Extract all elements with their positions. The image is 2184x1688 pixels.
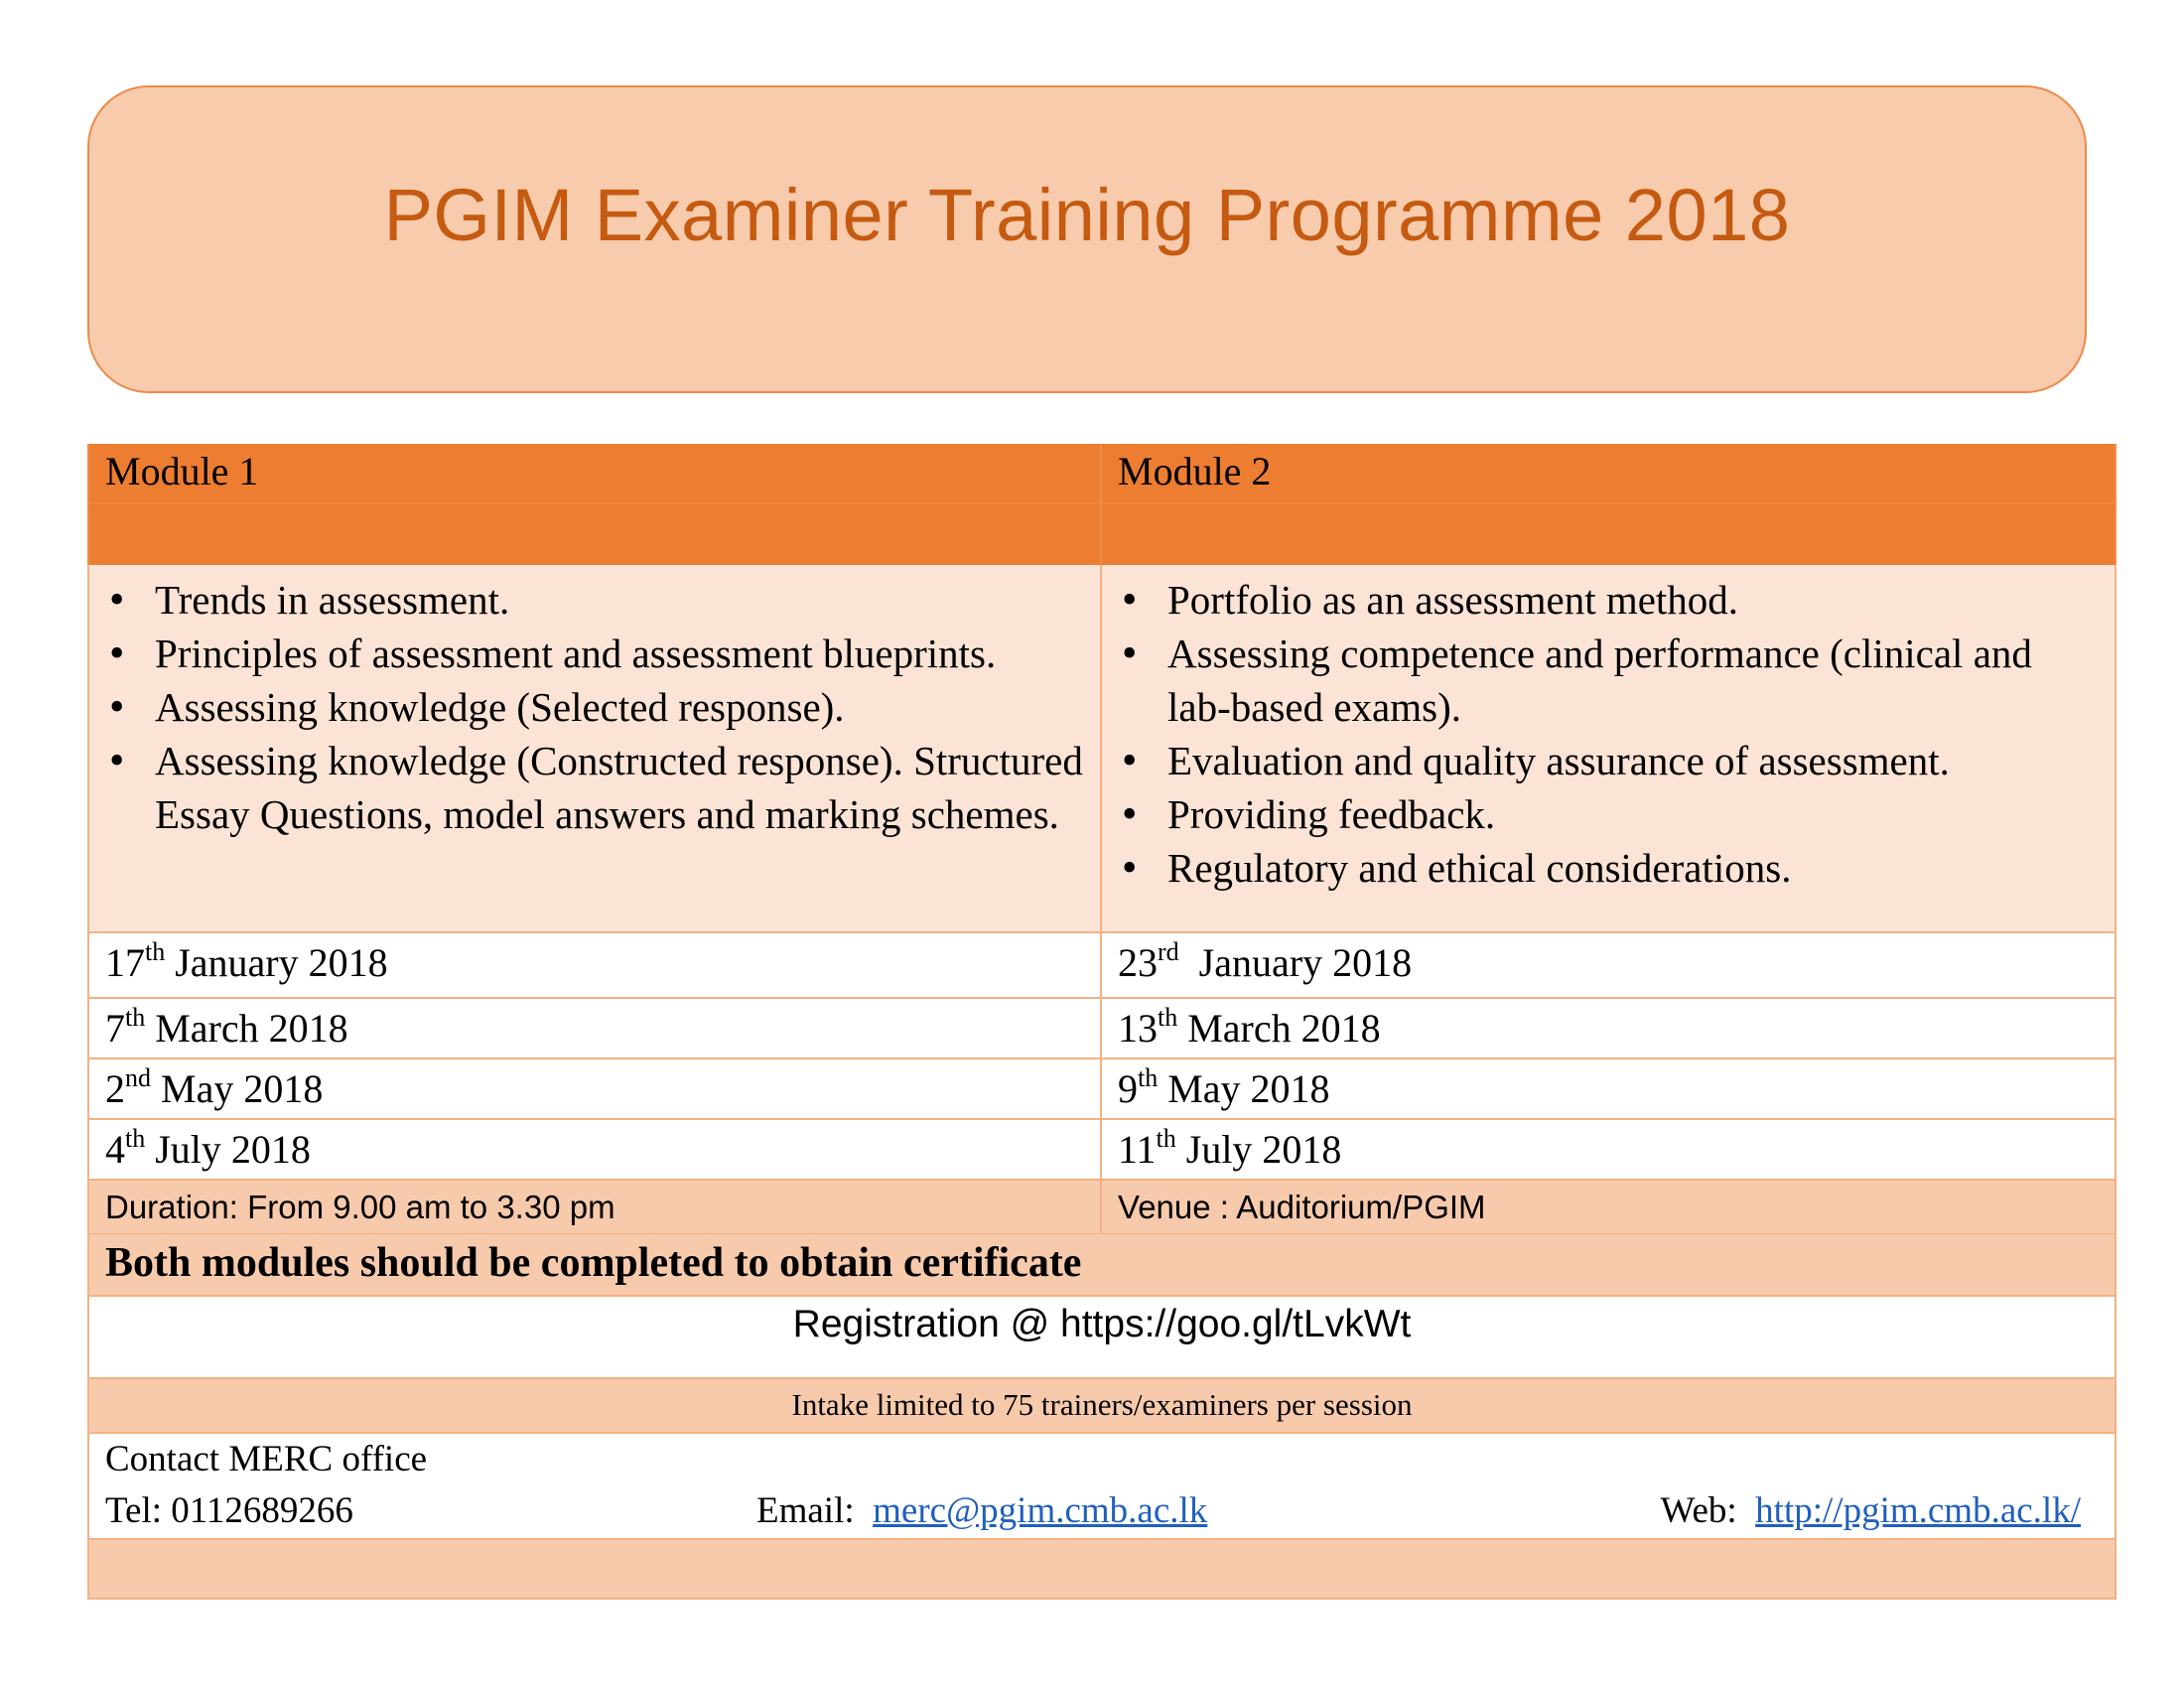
contact-cell bbox=[87, 1434, 2116, 1538]
list-item: • Providing feedback. bbox=[1118, 787, 2105, 841]
web-link[interactable]: http://pgim.cmb.ac.lk/ bbox=[1755, 1490, 2081, 1531]
module-1-title: Module 1 bbox=[105, 449, 259, 493]
email-link[interactable]: merc@pgim.cmb.ac.lk bbox=[873, 1490, 1208, 1531]
date-text: 17th January 2018 bbox=[105, 937, 388, 985]
module-1-topics bbox=[87, 565, 1102, 931]
date-text: 23rd January 2018 bbox=[1118, 937, 1413, 985]
venue-text: Venue : Auditorium/PGIM bbox=[1118, 1189, 1486, 1225]
module-2-header bbox=[1102, 444, 2116, 502]
logistics-row bbox=[87, 1181, 2116, 1234]
contact-web bbox=[1661, 1489, 2082, 1532]
web-label: Web: bbox=[1660, 1490, 1737, 1531]
list-item: • Assessing competence and performance (clinical and lab-based exams). bbox=[1118, 627, 2105, 734]
intake-cell bbox=[87, 1379, 2116, 1432]
module-2-title: Module 2 bbox=[1118, 449, 1272, 493]
duration-cell bbox=[87, 1181, 1102, 1233]
certificate-cell bbox=[87, 1234, 2116, 1295]
list-item: • Portfolio as an assessment method. bbox=[1118, 573, 2105, 627]
module-1-topic-list bbox=[105, 573, 1090, 841]
contact-email bbox=[756, 1489, 1207, 1532]
duration-text: Duration: From 9.00 am to 3.30 pm bbox=[105, 1189, 615, 1225]
intake-text: Intake limited to 75 trainers/examiners per session bbox=[791, 1387, 1413, 1422]
module-1-date bbox=[87, 999, 1102, 1057]
footer-band-cell bbox=[87, 1540, 2116, 1598]
intake-row bbox=[87, 1379, 2116, 1434]
module-1-date bbox=[87, 1059, 1102, 1118]
registration-text: Registration @ https://goo.gl/tLvkWt bbox=[792, 1303, 1412, 1345]
list-item: • Trends in assessment. bbox=[105, 573, 1090, 627]
registration-row bbox=[87, 1297, 2116, 1379]
module-2-topic-list bbox=[1118, 573, 2105, 895]
list-item: • Assessing knowledge (Selected response). bbox=[105, 680, 1090, 734]
module-2-date bbox=[1102, 1120, 2116, 1179]
topics-row bbox=[87, 565, 2116, 933]
registration-cell bbox=[87, 1297, 2116, 1377]
list-item: • Regulatory and ethical considerations. bbox=[1118, 841, 2105, 895]
list-item: • Evaluation and quality assurance of assessment. bbox=[1118, 734, 2105, 787]
contact-tel: Tel: 0112689266 bbox=[105, 1490, 353, 1531]
module-2-header-spacer bbox=[1102, 503, 2116, 565]
module-2-date bbox=[1102, 999, 2116, 1057]
module-1-date bbox=[87, 933, 1102, 997]
date-row bbox=[87, 1120, 2116, 1181]
module-1-header-spacer bbox=[87, 503, 1102, 565]
date-row bbox=[87, 999, 2116, 1059]
email-label: Email: bbox=[756, 1490, 855, 1531]
date-text: 7th March 2018 bbox=[105, 1003, 348, 1051]
date-text: 11th July 2018 bbox=[1118, 1124, 1342, 1172]
venue-cell bbox=[1102, 1181, 2116, 1233]
module-1-header bbox=[87, 444, 1102, 502]
list-item: • Assessing knowledge (Constructed response). Structured Essay Questions, model answers and marking schemes. bbox=[105, 734, 1090, 841]
date-text: 13th March 2018 bbox=[1118, 1003, 1381, 1051]
module-1-date bbox=[87, 1120, 1102, 1179]
title-banner bbox=[87, 85, 2087, 393]
contact-row bbox=[87, 1434, 2116, 1540]
date-text: 2nd May 2018 bbox=[105, 1063, 324, 1111]
date-row bbox=[87, 1059, 2116, 1120]
date-text: 4th July 2018 bbox=[105, 1124, 311, 1172]
certificate-row bbox=[87, 1234, 2116, 1297]
module-header-row bbox=[87, 444, 2116, 503]
footer-band-row bbox=[87, 1540, 2116, 1600]
date-row bbox=[87, 933, 2116, 999]
list-item: • Principles of assessment and assessment blueprints. bbox=[105, 627, 1090, 680]
module-2-date bbox=[1102, 1059, 2116, 1118]
page-title: PGIM Examiner Training Programme 2018 bbox=[383, 174, 1791, 256]
contact-heading: Contact MERC office bbox=[105, 1439, 428, 1479]
module-header-spacer-row bbox=[87, 503, 2116, 565]
module-2-date bbox=[1102, 933, 2116, 997]
date-text: 9th May 2018 bbox=[1118, 1063, 1330, 1111]
module-2-topics bbox=[1102, 565, 2116, 931]
certificate-note: Both modules should be completed to obtain certificate bbox=[105, 1240, 1082, 1286]
